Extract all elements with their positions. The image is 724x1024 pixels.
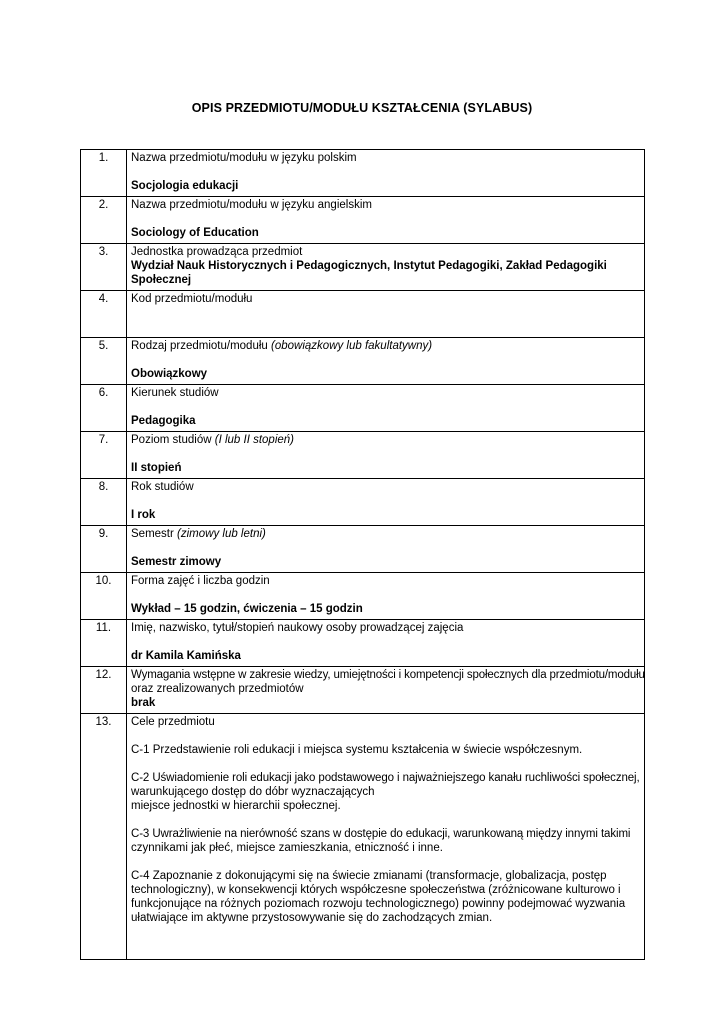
- table-row: [81, 526, 645, 573]
- row-content: [127, 338, 645, 385]
- row-value: II stopień: [131, 462, 182, 474]
- table-row: [81, 150, 645, 197]
- row-value: Obowiązkowy: [131, 368, 208, 380]
- row-content: [127, 479, 645, 526]
- page-title: OPIS PRZEDMIOTU/MODUŁU KSZTAŁCENIA (SYLABUS): [191, 101, 533, 115]
- goal-c1: C-1 Przedstawienie roli edukacji i miejsca systemu kształcenia w świecie współczesnym.: [131, 744, 583, 756]
- row-value: dr Kamila Kamińska: [131, 650, 241, 662]
- row-number: 10.: [81, 573, 127, 620]
- row-number: 12.: [81, 667, 127, 714]
- row-label: Cele przedmiotu: [131, 716, 215, 728]
- row-number: 11.: [81, 620, 127, 667]
- row-number: 5.: [81, 338, 127, 385]
- row-number: 2.: [81, 197, 127, 244]
- row-number: 3.: [81, 244, 127, 291]
- row-content: [127, 197, 645, 244]
- row-label: Rok studiów: [131, 481, 194, 493]
- row-hint: (obowiązkowy lub fakultatywny): [271, 340, 433, 352]
- row-value: Wydział Nauk Historycznych i Pedagogicznych, Instytut Pedagogiki, Zakład Pedagogiki Społecznej: [131, 260, 607, 286]
- row-number: 1.: [81, 150, 127, 197]
- row-hint: (zimowy lub letni): [177, 528, 266, 540]
- goal-c3: C-3 Uwrażliwienie na nierówność szans w dostępie do edukacji, warunkowaną między innymi takimi czynnikami jak płeć, miejsce zamieszkania, etniczność i inne.: [131, 828, 631, 854]
- row-number: 9.: [81, 526, 127, 573]
- table-row: [81, 338, 645, 385]
- row-content: [127, 573, 645, 620]
- row-label: oraz zrealizowanych przedmiotów: [131, 683, 304, 695]
- row-label: Nazwa przedmiotu/modułu w języku angielskim: [131, 199, 372, 211]
- row-value: Sociology of Education: [131, 227, 259, 239]
- row-content: [127, 714, 645, 960]
- row-label: Jednostka prowadząca przedmiot: [131, 246, 303, 258]
- row-content: [127, 432, 645, 479]
- row-label: Rodzaj przedmiotu/modułu: [131, 340, 268, 352]
- row-label: Kod przedmiotu/modułu: [131, 293, 253, 305]
- row-number: 6.: [81, 385, 127, 432]
- table-row: [81, 385, 645, 432]
- syllabus-table: [80, 149, 645, 960]
- table-row: [81, 573, 645, 620]
- row-content: [127, 244, 645, 291]
- row-label: Forma zajęć i liczba godzin: [131, 575, 270, 587]
- goal-c2: C-2 Uświadomienie roli edukacji jako podstawowego i najważniejszego kanału ruchliwości społecznej, warunkującego dostęp do dóbr wyznaczających miejsce jednostki w hierarchii społecznej.: [131, 772, 640, 812]
- row-content: [127, 620, 645, 667]
- table-row: [81, 714, 645, 960]
- row-value: brak: [131, 697, 156, 709]
- row-number: 4.: [81, 291, 127, 338]
- row-number: 7.: [81, 432, 127, 479]
- table-row: [81, 244, 645, 291]
- table-row: [81, 432, 645, 479]
- row-content: [127, 526, 645, 573]
- row-label: Kierunek studiów: [131, 387, 219, 399]
- table-row: [81, 479, 645, 526]
- row-label: Imię, nazwisko, tytuł/stopień naukowy osoby prowadzącej zajęcia: [131, 622, 464, 634]
- row-hint: (I lub II stopień): [214, 434, 295, 446]
- goal-c4: C-4 Zapoznanie z dokonującymi się na świecie zmianami (transformacje, globalizacja, postęp technologiczny), w konsekwencji których współczesne społeczeństwa (zróżnicowane kulturowo i funkcjonujące na różnych poziomach rozwoju technologicznego) powinny podejmować wyzwania ułatwiające im aktywne przystosowywanie się do zachodzących zmian.: [131, 870, 626, 924]
- row-value: Semestr zimowy: [131, 556, 222, 568]
- row-value: Pedagogika: [131, 415, 196, 427]
- table-row: [81, 291, 645, 338]
- row-value: I rok: [131, 509, 156, 521]
- table-row: [81, 667, 645, 714]
- row-label: Wymagania wstępne w zakresie wiedzy, umiejętności i kompetencji społecznych dla przedmiotu/modułu: [131, 669, 645, 681]
- row-content: [127, 150, 645, 197]
- row-label: Nazwa przedmiotu/modułu w języku polskim: [131, 152, 357, 164]
- row-content: [127, 667, 645, 714]
- row-number: 8.: [81, 479, 127, 526]
- row-value: Wykład – 15 godzin, ćwiczenia – 15 godzin: [131, 603, 363, 615]
- table-row: [81, 197, 645, 244]
- row-value: Socjologia edukacji: [131, 180, 239, 192]
- row-label: Semestr: [131, 528, 174, 540]
- row-label: Poziom studiów: [131, 434, 212, 446]
- row-content: [127, 291, 645, 338]
- row-content: [127, 385, 645, 432]
- table-row: [81, 620, 645, 667]
- row-number: 13.: [81, 714, 127, 960]
